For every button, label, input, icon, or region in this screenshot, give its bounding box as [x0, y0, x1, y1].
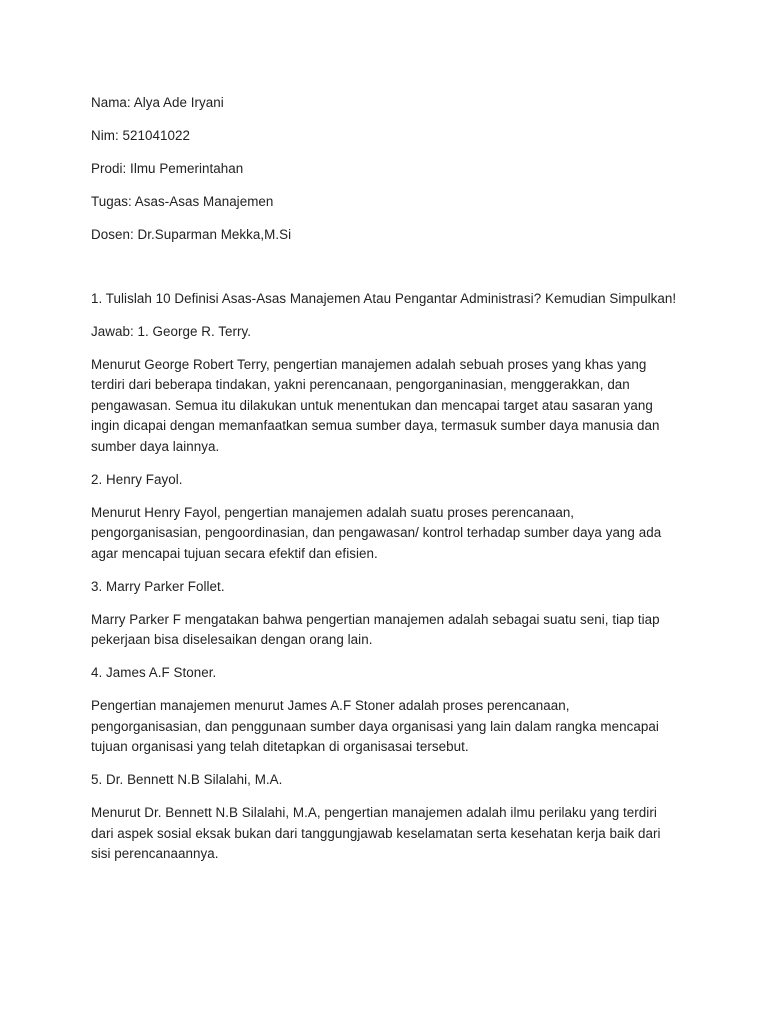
answer-1-text: Menurut George Robert Terry, pengertian manajemen adalah sebuah proses yang khas yang terdiri dari beberapa tindakan, yakni perencanaan, pengorganinasian, menggerakkan, dan pengawasan. Semua itu dilakukan untuk menentukan dan mencapai target atau sasaran yang ingin dicapai dengan memanfaatkan semua sumber daya, termasuk sumber daya manusia dan sumber daya lainnya. — [91, 356, 660, 454]
answer-3-heading: 3. Marry Parker Follet. — [91, 578, 225, 594]
document-content — [91, 93, 681, 877]
answer-2-heading: 2. Henry Fayol. — [91, 471, 183, 487]
answer-5-text: Menurut Dr. Bennett N.B Silalahi, M.A, pengertian manajemen adalah ilmu perilaku yang terdiri dari aspek sosial eksak bukan dari tanggungjawab keselamatan serta kesehatan kerja baik dari sisi perencanaannya. — [91, 805, 661, 862]
question-text: 1. Tulislah 10 Definisi Asas-Asas Manajemen Atau Pengantar Administrasi? Kemudian Simpulkan! — [91, 290, 677, 306]
student-name: Nama: Alya Ade Iryani — [91, 95, 224, 110]
answer-3-text: Marry Parker F mengatakan bahwa pengertian manajemen adalah sebagai suatu seni, tiap tiap pekerjaan bisa diselesaikan dengan orang lain. — [91, 611, 660, 648]
assignment-title: Tugas: Asas-Asas Manajemen — [91, 194, 274, 210]
answer-2-text: Menurut Henry Fayol, pengertian manajemen adalah suatu proses perencanaan, pengorganisasian, pengoordinasian, dan pengawasan/ kontrol terhadap sumber daya yang ada agar mencapai tujuan secara efektif dan efisien. — [91, 504, 662, 561]
answer-5-heading: 5. Dr. Bennett N.B Silalahi, M.A. — [91, 772, 283, 788]
study-program: Prodi: Ilmu Pemerintahan — [91, 161, 244, 177]
student-nim: Nim: 521041022 — [91, 128, 190, 144]
answer-4-text: Pengertian manajemen menurut James A.F Stoner adalah proses perencanaan, pengorganisasian, dan penggunaan sumber daya organisasi yang lain dalam rangka mencapai tujuan organisasi yang telah ditetapkan di organisasai tersebut. — [91, 698, 659, 755]
answer-1-heading: Jawab: 1. George R. Terry. — [91, 323, 252, 339]
answer-4-heading: 4. James A.F Stoner. — [91, 665, 217, 681]
lecturer-name: Dosen: Dr.Suparman Mekka,M.Si — [91, 227, 292, 243]
